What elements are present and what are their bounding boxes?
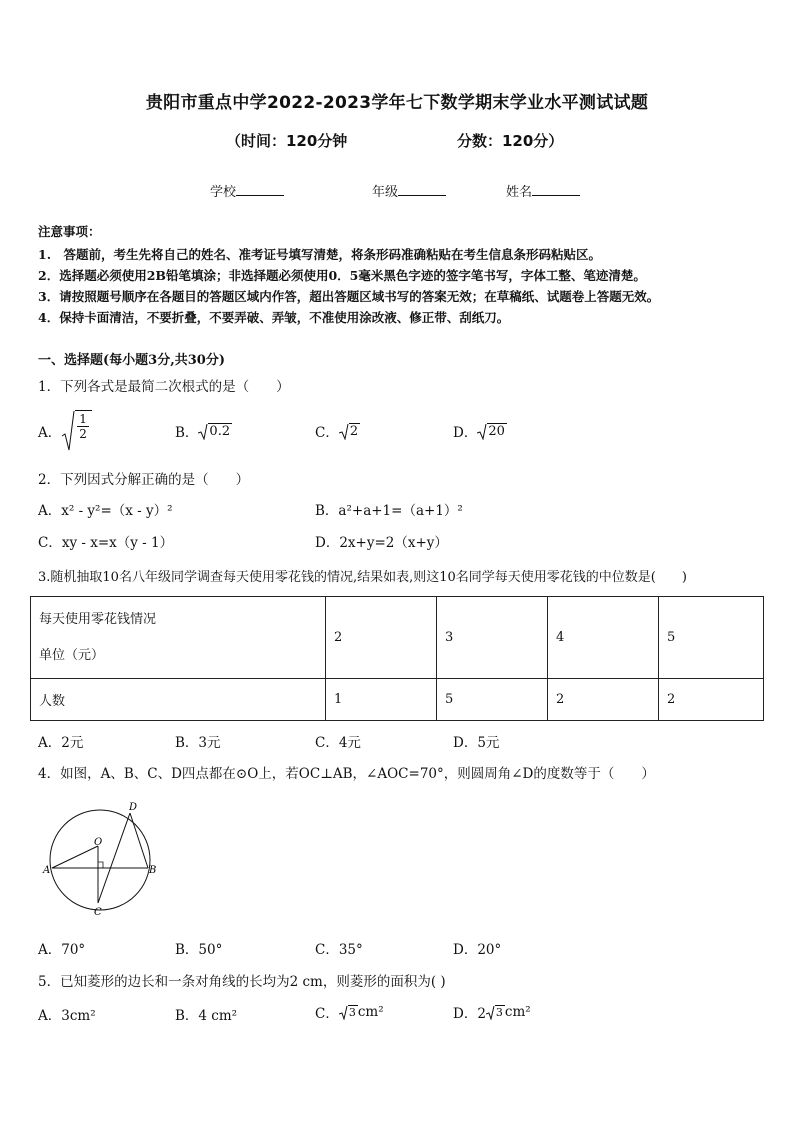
option-label: D．2 <box>453 1006 486 1022</box>
q5-option-d <box>453 1002 531 1022</box>
radical-sign <box>339 423 349 440</box>
unit: cm² <box>504 1004 531 1020</box>
radical-sign <box>61 410 75 452</box>
q5-option-c <box>315 1002 384 1022</box>
note-item: 3．请按照题号顺序在各题目的答题区域内作答，超出答题区域书写的答案无效；在草稿纸、试题卷上答题无效。 <box>38 289 660 304</box>
unit: cm² <box>357 1004 384 1020</box>
q4-option-c: C．35° <box>315 942 363 958</box>
spending-table <box>30 596 764 721</box>
q2-stem: 2．下列因式分解正确的是（ ） <box>38 472 250 488</box>
q3-option-b: B．3元 <box>175 735 221 751</box>
q4-option-b: B．50° <box>175 942 223 958</box>
fraction-denominator: 2 <box>79 427 87 441</box>
option-label: A． <box>38 425 62 441</box>
radicand: 20 <box>488 423 505 439</box>
note-item: 1. 答题前，考生先将自己的姓名、准考证号填写清楚，将条形码准确粘贴在考生信息条形码粘贴区。 <box>38 247 602 262</box>
table-row <box>31 679 764 721</box>
radical-sign <box>339 1005 348 1020</box>
q5-option-a: A．3cm² <box>38 1008 96 1024</box>
sqrt-expression <box>198 423 232 440</box>
q3-option-d: D．5元 <box>453 735 500 751</box>
q2-option-d: D．2x+y=2（x+y） <box>315 535 448 551</box>
q2-option-a: A．x² - y²=（x - y）² <box>38 503 173 519</box>
q1-option-b <box>175 421 232 441</box>
segment-db <box>130 813 148 868</box>
right-angle-mark <box>98 862 103 868</box>
table-cell: 2 <box>659 679 764 721</box>
grade-label: 年级 <box>372 185 399 200</box>
row-header-line: 每天使用零花钱情况 <box>39 611 157 627</box>
segment-cd <box>98 813 130 903</box>
q3-option-c: C．4元 <box>315 735 361 751</box>
q4-stem: 4．如图，A、B、C、D四点都在⊙O上，若OC⊥AB，∠AOC=70°，则圆周角∠D的度数等于（ ） <box>38 766 655 782</box>
q1-option-d <box>453 421 507 441</box>
q1-stem: 1．下列各式是最简二次根式的是（ ） <box>38 379 290 395</box>
table-cell: 5 <box>437 679 548 721</box>
q2-option-c: C．xy - x=x（y - 1） <box>38 535 174 551</box>
option-label: C． <box>315 1006 339 1022</box>
q3-option-a: A．2元 <box>38 735 84 751</box>
label-b: B <box>149 865 157 876</box>
q5-stem: 5．已知菱形的边长和一条对角线的长均为2 cm，则菱形的面积为( ) <box>38 974 446 990</box>
section-heading: 一、选择题(每小题3分,共30分) <box>38 353 225 368</box>
name-blank <box>532 183 580 196</box>
circle-figure <box>38 798 168 918</box>
label-d: D <box>129 802 138 813</box>
fraction-numerator: 1 <box>79 412 87 426</box>
table-cell: 5 <box>659 597 764 679</box>
table-cell: 人数 <box>31 679 326 721</box>
q1-option-a <box>38 410 92 452</box>
radical-sign <box>486 1005 495 1020</box>
notes-heading: 注意事项： <box>38 224 101 239</box>
q1-option-c <box>315 421 360 441</box>
table-cell: 1 <box>326 679 437 721</box>
table-row <box>31 597 764 679</box>
row-header-line: 单位（元） <box>39 647 105 663</box>
q3-stem: 3.随机抽取10名八年级同学调查每天使用零花钱的情况,结果如表,则这10名同学每天使用零花钱的中位数是( ) <box>38 570 687 585</box>
sqrt-expression <box>339 423 360 440</box>
q4-option-a: A．70° <box>38 942 86 958</box>
sqrt-fraction <box>61 410 92 452</box>
q2-option-b: B．a²+a+1=（a+1）² <box>315 503 463 519</box>
label-o: O <box>94 837 103 848</box>
option-label: B． <box>175 425 199 441</box>
table-cell <box>31 597 326 679</box>
note-item: 4．保持卡面清洁，不要折叠，不要弄破、弄皱，不准使用涂改液、修正带、刮纸刀。 <box>38 310 510 325</box>
sqrt-expression <box>339 1005 358 1020</box>
table-cell: 3 <box>437 597 548 679</box>
radicand: 3 <box>348 1005 356 1019</box>
exam-time: （时间：120分钟 <box>226 132 348 150</box>
label-a: A <box>43 865 51 876</box>
q5-option-b: B．4 cm² <box>175 1008 238 1024</box>
radical-sign <box>477 423 487 440</box>
grade-blank <box>398 183 446 196</box>
name-label: 姓名 <box>506 185 533 200</box>
table-cell: 2 <box>326 597 437 679</box>
radical-sign <box>198 423 208 440</box>
q4-option-d: D．20° <box>453 942 502 958</box>
radicand: 0.2 <box>209 423 231 439</box>
school-blank <box>236 183 284 196</box>
option-label: C． <box>315 425 339 441</box>
school-field <box>210 181 284 200</box>
radicand: 3 <box>495 1005 503 1019</box>
radicand: 2 <box>349 423 359 439</box>
note-item: 2．选择题必须使用2B铅笔填涂；非选择题必须使用0．5毫米黑色字迹的签字笔书写，字体工整、笔迹清楚。 <box>38 268 646 283</box>
segment-ao <box>52 846 98 868</box>
circle-o <box>50 810 150 910</box>
school-label: 学校 <box>210 185 237 200</box>
exam-score: 分数：120分） <box>457 132 564 150</box>
table-cell: 2 <box>548 679 659 721</box>
name-field <box>506 181 580 200</box>
grade-field <box>372 181 446 200</box>
sqrt-expression <box>477 423 507 440</box>
page-title: 贵阳市重点中学2022-2023学年七下数学期末学业水平测试试题 <box>145 93 649 113</box>
sqrt-expression <box>486 1005 505 1020</box>
table-cell: 4 <box>548 597 659 679</box>
label-c: C <box>94 907 102 918</box>
option-label: D． <box>453 425 478 441</box>
